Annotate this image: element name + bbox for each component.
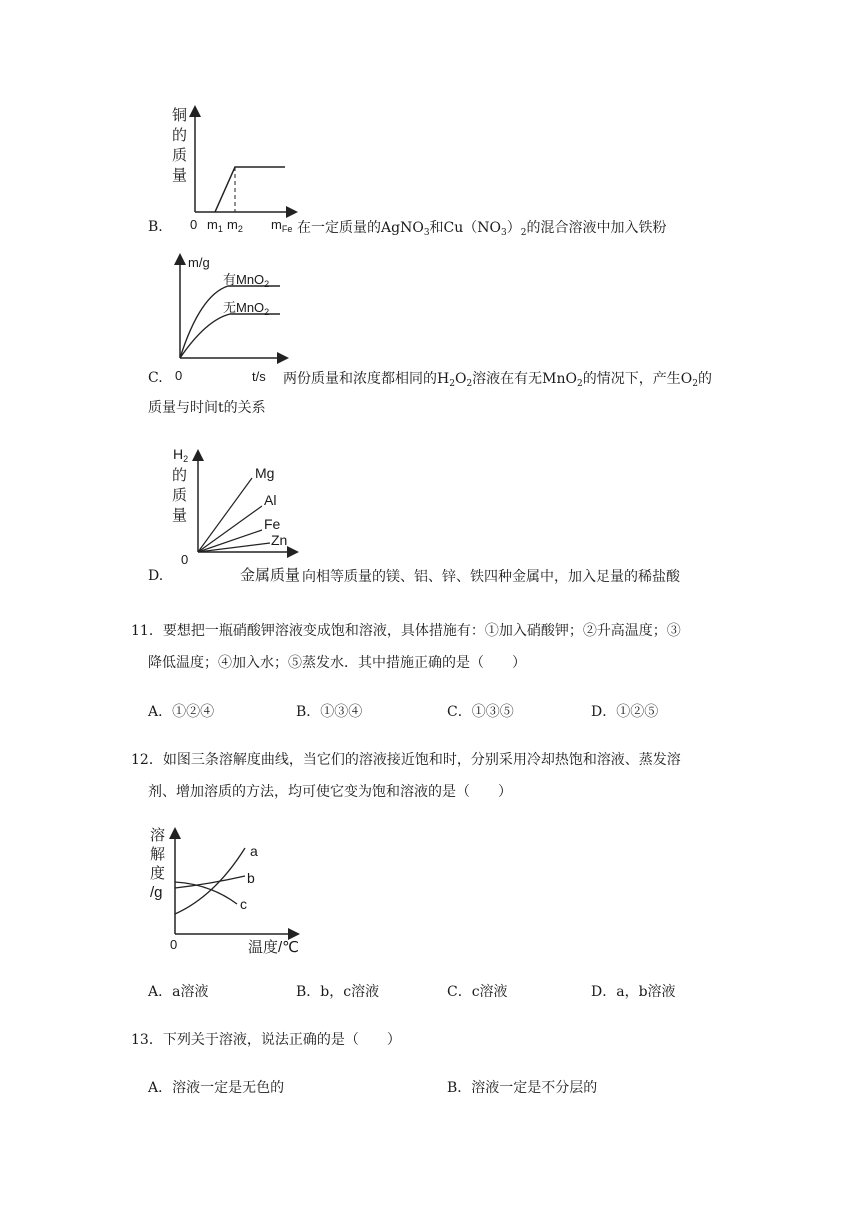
question-stem: 13．下列关于溶液，说法正确的是（ ） — [131, 1032, 401, 1048]
curve-label-without-mno2: 无MnO$_2$ — [223, 300, 270, 317]
option-d[interactable]: D．①②⑤ — [591, 704, 659, 720]
option-letter: C. — [148, 370, 163, 386]
label-mg: Mg — [255, 465, 275, 481]
m2-label: $m_2$ — [227, 217, 243, 234]
option-b[interactable]: B．溶液一定是不分层的 — [447, 1080, 598, 1096]
line-fe — [198, 530, 262, 552]
option-b[interactable]: B．①③④ — [296, 704, 363, 720]
y-axis-label: 铜 的 质 量 — [172, 107, 188, 184]
option-b[interactable]: B．b，c溶液 — [296, 984, 380, 1000]
line-mg — [198, 478, 252, 552]
label-zn: Zn — [271, 532, 288, 548]
copper-curve — [215, 167, 285, 212]
y-axis-label: 的 质 量 — [172, 467, 188, 524]
y-axis-label: 溶 解 度 /g — [150, 827, 166, 901]
x-axis-label: 金属质量 — [240, 567, 301, 584]
option-text: 向相等质量的镁、铝、锌、铁四种金属中，加入足量的稀盐酸 — [302, 569, 680, 585]
y-axis-label: m/g — [188, 255, 210, 270]
question-stem-line1: 12．如图三条溶解度曲线，当它们的溶液接近饱和时，分别采用冷却热饱和溶液、蒸发溶 — [131, 752, 681, 768]
label-al: Al — [264, 492, 277, 508]
option-letter: B. — [148, 219, 163, 235]
option-row — [0, 1077, 860, 1099]
origin-label: 0 — [190, 217, 198, 232]
curve-label-c: c — [240, 896, 247, 912]
label-fe: Fe — [264, 516, 281, 532]
x-axis-label: $m_{Fe}$ — [271, 217, 293, 234]
option-a[interactable]: A．a溶液 — [148, 984, 209, 1000]
curve-label-b: b — [247, 870, 255, 886]
curve-a — [175, 848, 245, 914]
option-text-line2: 质量与时间t的关系 — [148, 400, 266, 416]
y-axis-label-top: $H_2$ — [173, 446, 189, 464]
question-stem-line2: 降低温度；④加入水；⑤蒸发水．其中措施正确的是（ ） — [148, 655, 526, 671]
option-c[interactable]: C．c溶液 — [447, 984, 508, 1000]
curve-c — [175, 882, 237, 904]
solubility-curve-graph — [165, 826, 300, 941]
curve-b — [175, 876, 245, 888]
option-c[interactable]: C．①③⑤ — [447, 704, 514, 720]
question-stem-line1: 11．要想把一瓶硝酸钾溶液变成饱和溶液，具体措施有：①加入硝酸钾；②升高温度；③ — [131, 623, 681, 639]
origin-label: 0 — [181, 552, 189, 567]
curve-label-with-mno2: 有MnO$_2$ — [223, 272, 270, 289]
origin-label: 0 — [175, 368, 183, 383]
curve-label-a: a — [250, 843, 258, 859]
option-row — [0, 701, 860, 723]
x-axis-label: t/s — [252, 369, 266, 384]
question-stem-line2: 剂、增加溶质的方法，均可使它变为饱和溶液的是（ ） — [148, 784, 512, 800]
x-axis-label: 温度/℃ — [248, 939, 300, 956]
option-text-line1: 两份质量和浓度都相同的$H_2O_2$溶液在有无MnO$_2$的情况下，产生$O_2$的 — [283, 371, 712, 389]
option-text: 在一定质量的AgNO$_3$和$Cu(NO_3)_2$的混合溶液中加入铁粉 — [297, 220, 667, 238]
option-a[interactable]: A．溶液一定是无色的 — [148, 1080, 285, 1096]
m1-label: $m_1$ — [207, 217, 223, 234]
option-letter: D. — [148, 568, 164, 584]
option-d[interactable]: D．a，b溶液 — [591, 984, 676, 1000]
origin-label: 0 — [170, 937, 178, 952]
option-row — [0, 981, 860, 1003]
option-a[interactable]: A．①②④ — [148, 704, 215, 720]
